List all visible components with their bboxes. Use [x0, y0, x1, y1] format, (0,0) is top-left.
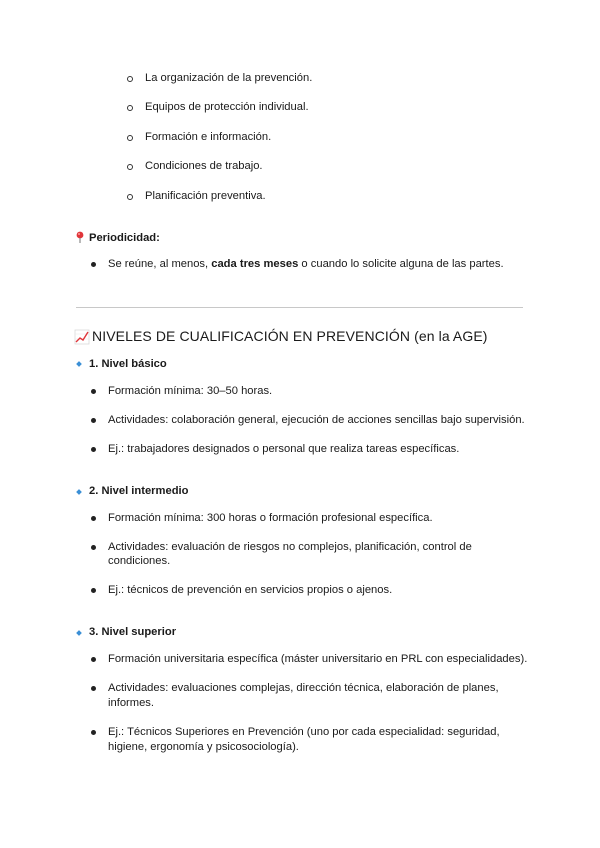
periodicidad-heading: Periodicidad: — [89, 232, 160, 244]
bullet-icon — [91, 389, 96, 394]
bullet-icon — [91, 262, 96, 267]
level-item: Actividades: evaluación de riesgos no complejos, planificación, control de — [108, 541, 472, 553]
bullet-icon — [91, 516, 96, 521]
level-item: Actividades: evaluaciones complejas, dirección técnica, elaboración de planes, — [108, 682, 499, 694]
bullet-icon — [91, 686, 96, 691]
periodicidad-text-bold: cada tres meses — [211, 258, 299, 270]
horizontal-divider — [76, 307, 523, 308]
small-blue-diamond-icon — [76, 630, 82, 636]
level-item: Ej.: técnicos de prevención en servicios propios o ajenos. — [108, 584, 393, 596]
level-item: Ej.: Técnicos Superiores en Prevención (uno por cada especialidad: seguridad, — [108, 726, 500, 738]
hollow-bullet-icon — [127, 164, 133, 170]
round-pushpin-icon — [74, 231, 86, 243]
bullet-icon — [91, 588, 96, 593]
small-blue-diamond-icon — [76, 361, 82, 367]
level-item: Ej.: trabajadores designados o personal que realiza tareas específicas. — [108, 443, 460, 455]
periodicidad-text-before: Se reúne, al menos, — [108, 258, 212, 270]
level-item-continuation: condiciones. — [108, 555, 171, 567]
section-title: NIVELES DE CUALIFICACIÓN EN PREVENCIÓN (en la AGE) — [92, 328, 488, 344]
level-item: Formación universitaria específica (máster universitario en PRL con especialidades). — [108, 653, 528, 665]
sub-list-item: Condiciones de trabajo. — [145, 160, 263, 172]
bullet-icon — [91, 657, 96, 662]
level-item: Actividades: colaboración general, ejecución de acciones sencillas bajo supervisión. — [108, 414, 525, 426]
hollow-bullet-icon — [127, 194, 133, 200]
sub-list-item: Planificación preventiva. — [145, 190, 266, 202]
sub-list-item: Equipos de protección individual. — [145, 101, 309, 113]
small-blue-diamond-icon — [76, 489, 82, 495]
level-heading: 3. Nivel superior — [89, 626, 177, 638]
periodicidad-text-after: o cuando lo solicite alguna de las partes. — [298, 258, 504, 270]
periodicidad-text — [108, 257, 504, 272]
hollow-bullet-icon — [127, 105, 133, 111]
level-heading: 2. Nivel intermedio — [89, 485, 189, 497]
hollow-bullet-icon — [127, 135, 133, 141]
level-item-continuation: informes. — [108, 697, 155, 709]
level-item-continuation: higiene, ergonomía y psicosociología). — [108, 741, 299, 753]
chart-increasing-icon — [74, 329, 90, 345]
bullet-icon — [91, 447, 96, 452]
bullet-icon — [91, 418, 96, 423]
sub-list-item: La organización de la prevención. — [145, 72, 313, 84]
bullet-icon — [91, 545, 96, 550]
level-item: Formación mínima: 30–50 horas. — [108, 385, 273, 397]
level-heading: 1. Nivel básico — [89, 358, 167, 370]
sub-list-item: Formación e información. — [145, 131, 272, 143]
level-item: Formación mínima: 300 horas o formación profesional específica. — [108, 512, 433, 524]
hollow-bullet-icon — [127, 76, 133, 82]
bullet-icon — [91, 730, 96, 735]
